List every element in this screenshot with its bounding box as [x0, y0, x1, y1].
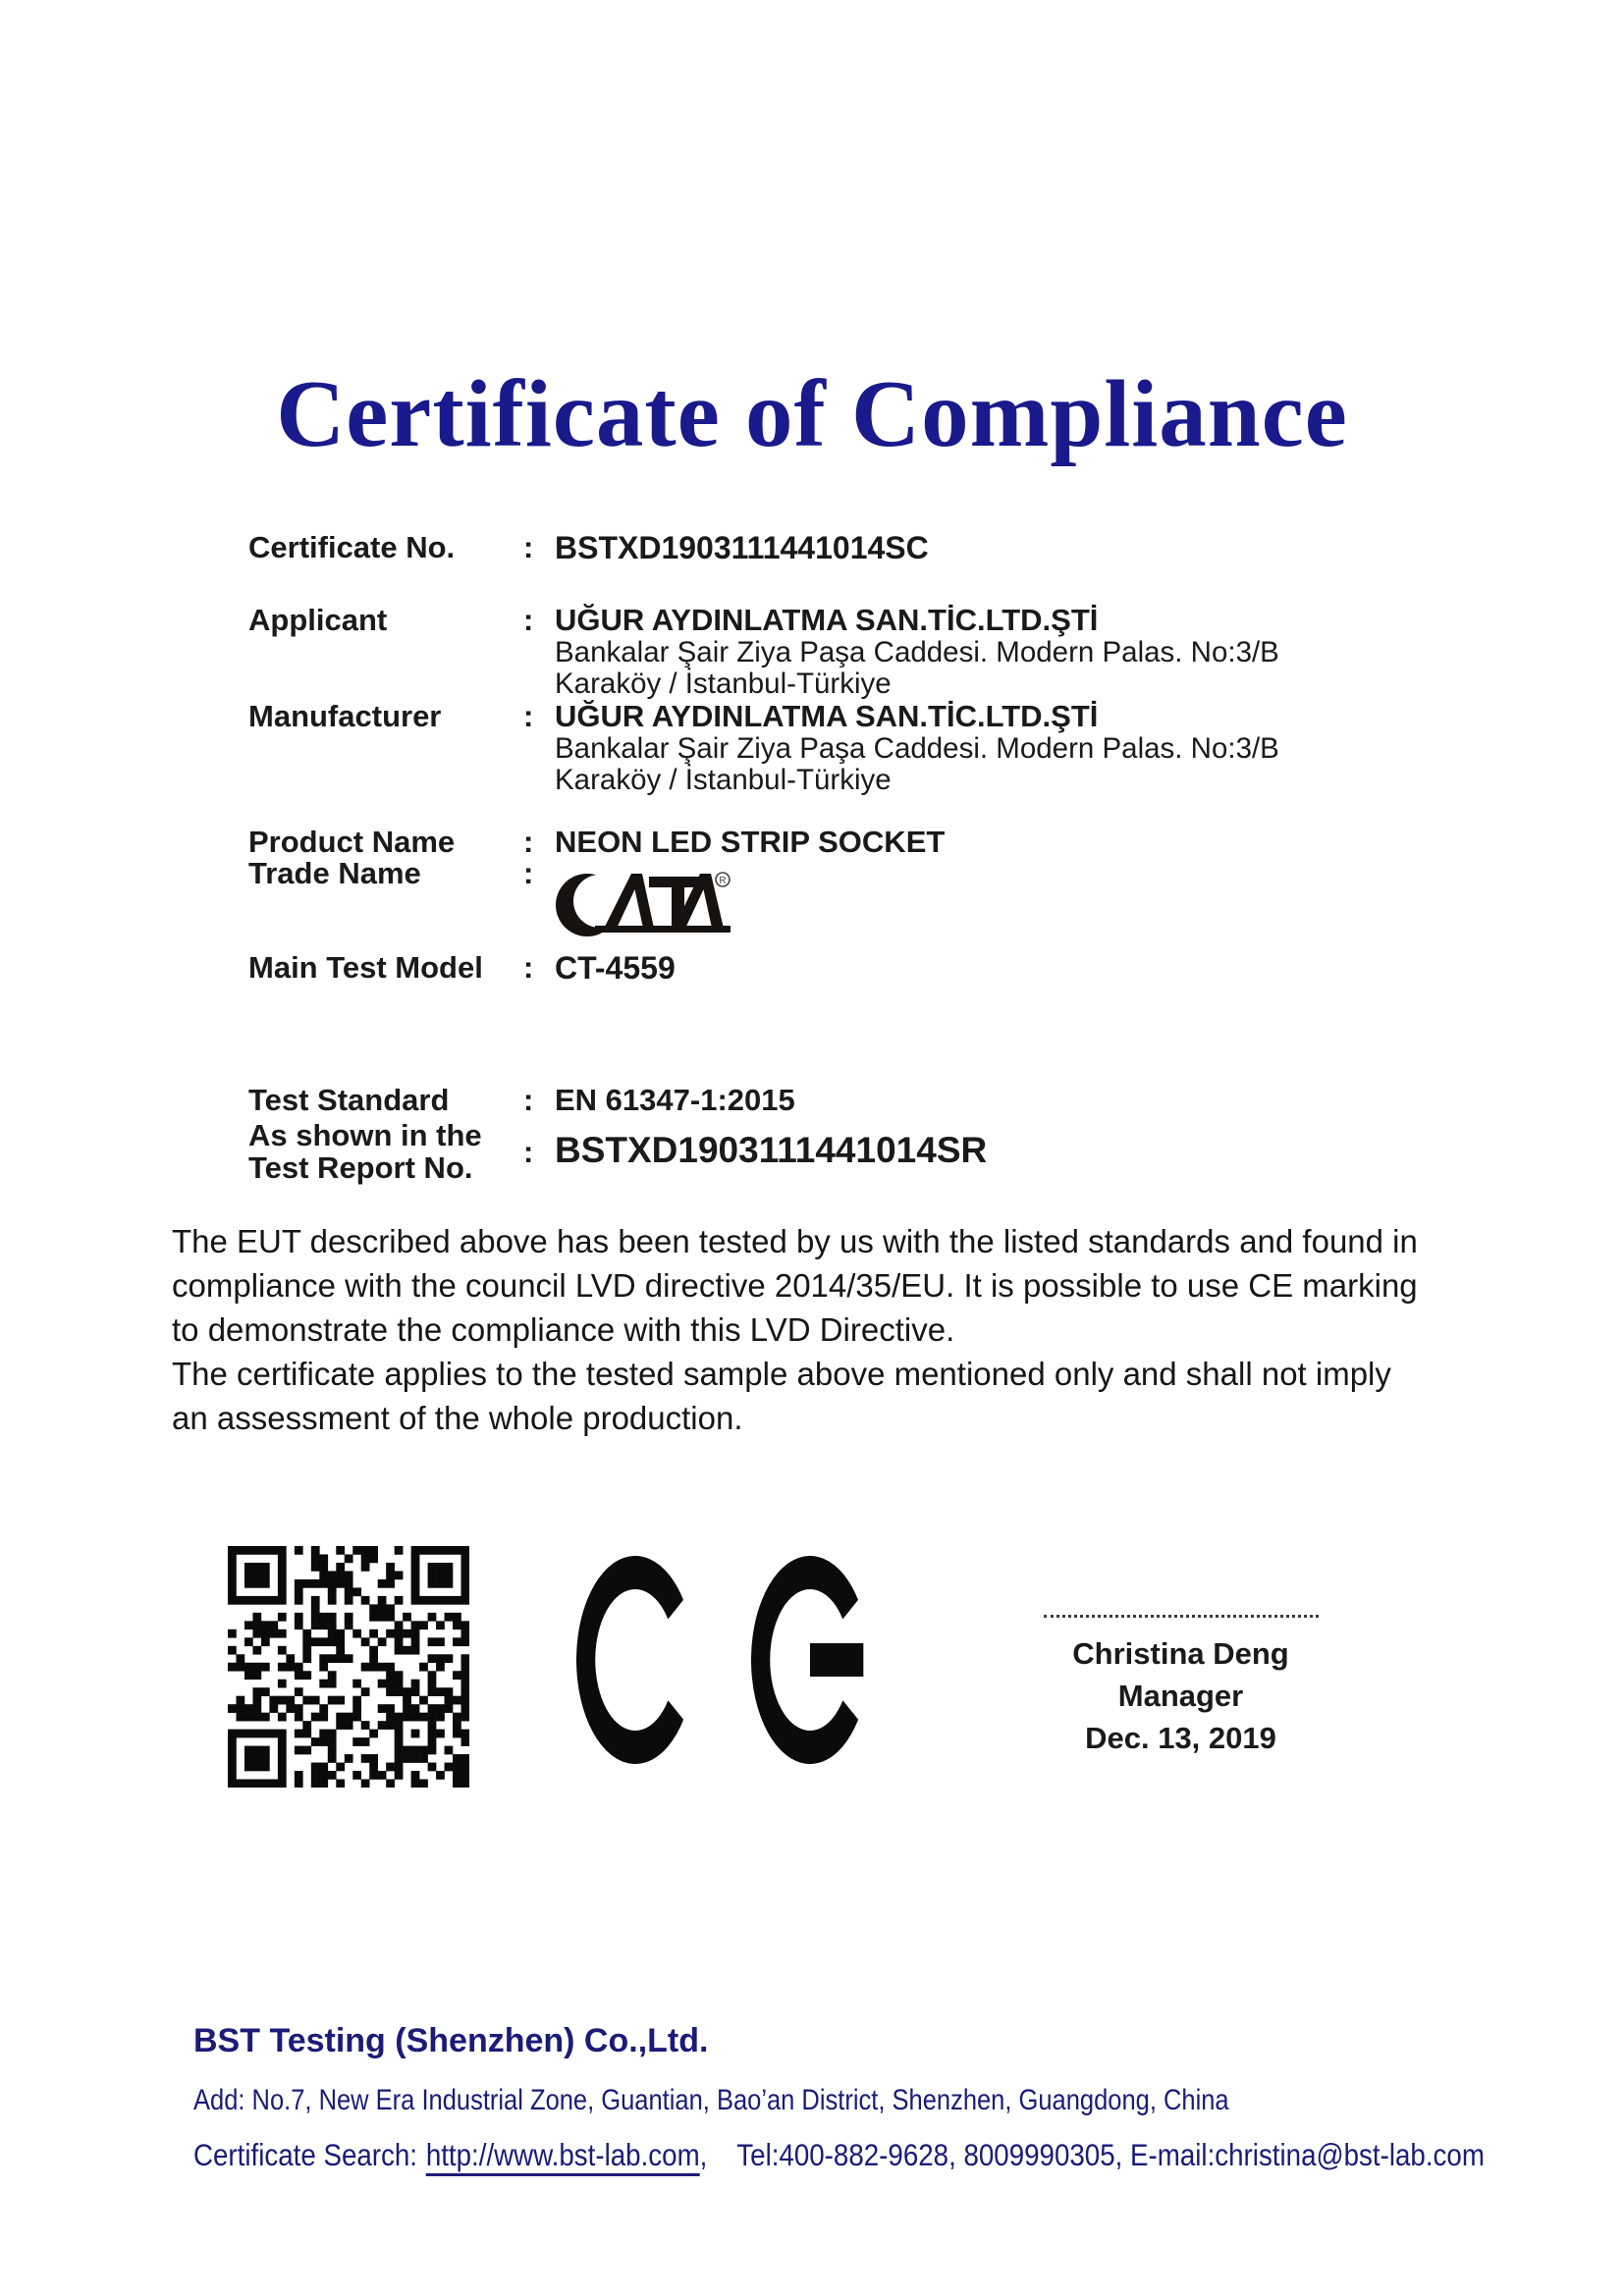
test-standard-value: EN 61347-1:2015 — [555, 1083, 795, 1117]
field-colon: : — [523, 825, 534, 859]
field-colon: : — [523, 530, 534, 564]
cata-brand-logo — [556, 872, 731, 940]
signature-date: Dec. 13, 2019 — [1085, 1721, 1276, 1755]
field-colon: : — [523, 1135, 534, 1169]
manufacturer-address-line1: Bankalar Şair Ziya Paşa Caddesi. Modern Palas. No:3/B — [555, 732, 1279, 765]
url-separator: , — [699, 2137, 708, 2172]
signatory-role: Manager — [1117, 1679, 1244, 1713]
lab-contact-info: Tel:400-882-9628, 8009990305, E-mail:christina@bst-lab.com — [736, 2137, 1485, 2172]
field-manufacturer — [248, 700, 1279, 795]
svg-text:R: R — [719, 876, 727, 886]
applicant-address-line1: Bankalar Şair Ziya Paşa Caddesi. Modern Palas. No:3/B — [555, 636, 1279, 668]
test-report-number-value: BSTXD1903111441014SR — [555, 1130, 988, 1170]
field-test-report — [248, 1119, 987, 1184]
page-title: Certificate of Compliance — [276, 361, 1348, 466]
field-colon: : — [523, 699, 534, 733]
statement-paragraph-1: The EUT described above has been tested by us with the listed standards and found in compliance with the council LVD directive 2014/35/EU. It is possible to use CE marking to demonstrate the compliance with this LVD Directive. — [172, 1223, 1418, 1348]
field-colon: : — [523, 1083, 534, 1117]
field-label — [248, 1119, 523, 1184]
field-label: Applicant — [248, 603, 388, 637]
report-label-line1: As shown in the — [248, 1118, 482, 1152]
signatory-name: Christina Deng — [1072, 1636, 1289, 1671]
manufacturer-address-line2: Karaköy / İstanbul-Türkiye — [555, 763, 892, 796]
signature-dotted-line — [1044, 1615, 1319, 1618]
signature-block — [1021, 1615, 1340, 1759]
certificate-search-url-link[interactable]: http://www.bst-lab.com — [426, 2137, 700, 2176]
qr-code — [228, 1546, 469, 1788]
certificate-search-label: Certificate Search: — [193, 2137, 418, 2172]
lab-address: Add: No.7, New Era Industrial Zone, Guantian, Bao’an District, Shenzhen, Guangdong, China — [193, 2084, 1229, 2116]
field-colon: : — [523, 856, 534, 890]
product-name-value: NEON LED STRIP SOCKET — [555, 825, 946, 859]
ce-letter-e — [751, 1556, 869, 1764]
field-product-name — [248, 826, 945, 859]
field-certificate-no — [248, 531, 929, 564]
manufacturer-value — [555, 700, 1279, 795]
field-test-standard — [248, 1084, 795, 1117]
field-label: Manufacturer — [248, 699, 442, 733]
ce-gap — [694, 1556, 751, 1764]
ce-letter-c — [576, 1556, 694, 1764]
statement-text — [172, 1219, 1424, 1440]
certificate-search-line — [193, 2137, 1485, 2176]
field-label: Trade Name — [248, 856, 421, 890]
field-applicant — [248, 604, 1279, 699]
cata-logo-icon — [556, 872, 731, 940]
ce-mark-icon — [576, 1556, 869, 1764]
certificate-number-value: BSTXD1903111441014SC — [555, 530, 929, 565]
manufacturer-name: UĞUR AYDINLATMA SAN.TİC.LTD.ŞTİ — [555, 699, 1099, 733]
applicant-name: UĞUR AYDINLATMA SAN.TİC.LTD.ŞTİ — [555, 603, 1099, 637]
field-colon: : — [523, 603, 534, 637]
applicant-value — [555, 604, 1279, 699]
field-label: Main Test Model — [248, 950, 483, 985]
field-main-test-model — [248, 951, 676, 985]
field-colon: : — [523, 950, 534, 985]
statement-paragraph-2: The certificate applies to the tested sample above mentioned only and shall not imply an assessment of the whole production. — [172, 1356, 1391, 1436]
field-label: Test Standard — [248, 1083, 450, 1117]
field-label: Product Name — [248, 825, 456, 859]
lab-company-name: BST Testing (Shenzhen) Co.,Ltd. — [193, 2022, 709, 2059]
applicant-address-line2: Karaköy / İstanbul-Türkiye — [555, 667, 892, 700]
report-label-line2: Test Report No. — [248, 1150, 473, 1185]
main-test-model-value: CT-4559 — [555, 950, 676, 986]
footer — [193, 2022, 1624, 2176]
field-trade-name — [248, 857, 555, 890]
field-label: Certificate No. — [248, 530, 456, 564]
